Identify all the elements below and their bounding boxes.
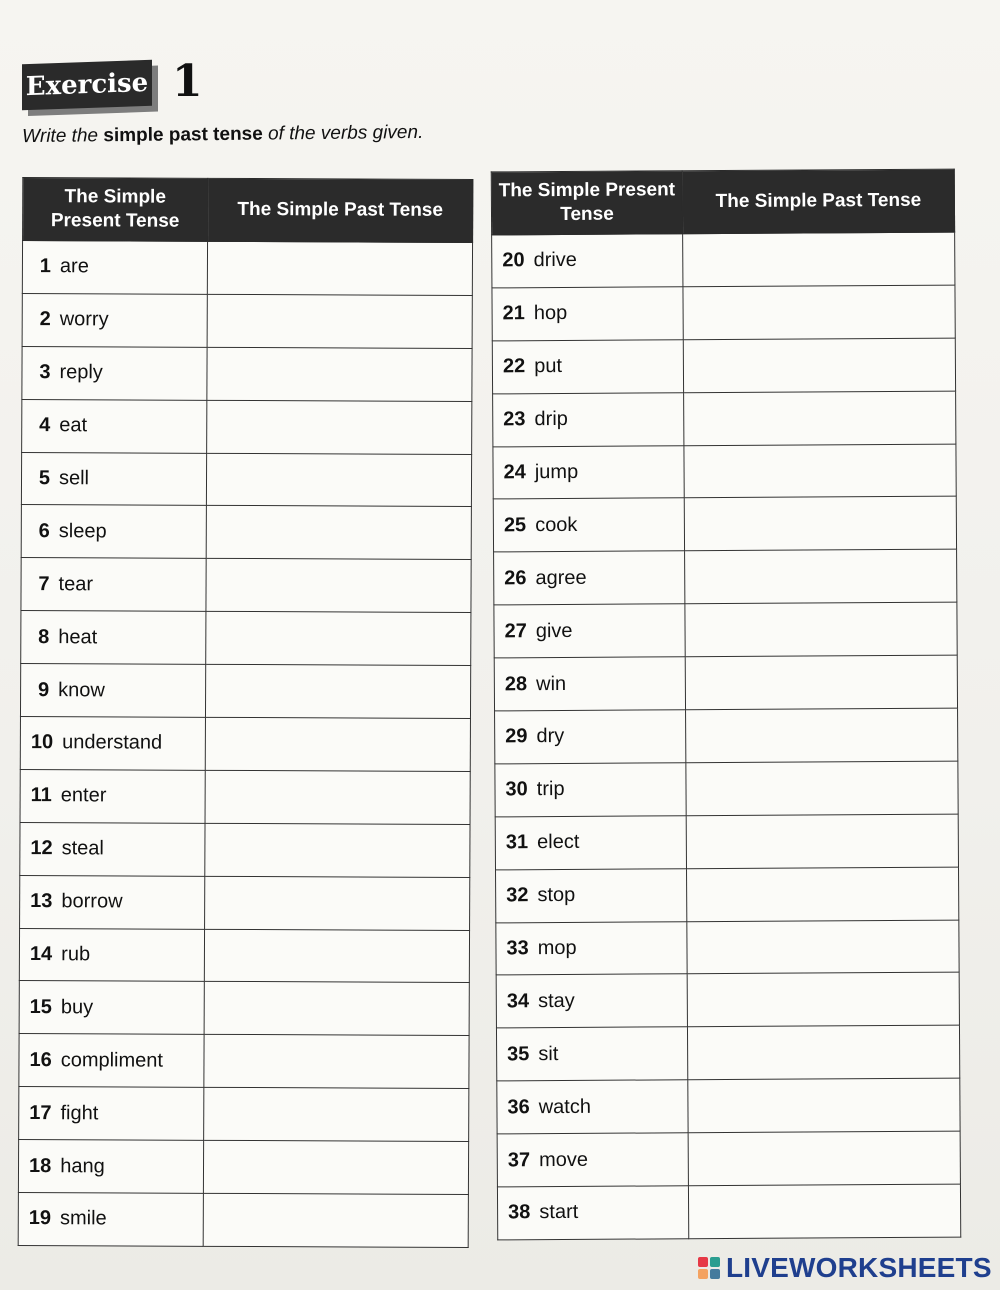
table-row [20,875,470,930]
answer-cell[interactable] [686,708,958,763]
table-row [19,928,469,983]
verb-number: 38 [508,1201,531,1224]
answer-cell[interactable] [205,823,470,877]
table-row [495,814,958,870]
answer-cell[interactable] [683,338,955,393]
exercise-badge [22,60,152,111]
answer-cell[interactable] [685,549,957,604]
verb-table-right [491,169,962,1241]
verb-table-left-body [18,241,472,1248]
verb-text: elect [537,831,580,854]
answer-cell[interactable] [685,655,957,710]
verb-number: 35 [507,1043,530,1066]
verb-text: enter [60,784,107,807]
answer-cell[interactable] [686,761,958,816]
answer-cell[interactable] [207,294,472,348]
answer-cell[interactable] [205,717,470,771]
verb-text: watch [538,1095,592,1118]
table-row [496,1025,959,1081]
verb-number: 10 [30,731,54,754]
verb-text: understand [62,731,163,755]
table-row [18,1193,468,1248]
verb-number: 13 [30,890,53,913]
verb-cell [19,1034,204,1088]
verb-text: hop [533,302,568,325]
verb-number: 15 [29,995,53,1019]
answer-cell[interactable] [688,1078,960,1133]
table-row [493,391,956,447]
verb-text: reply [59,361,103,384]
table-row [19,981,469,1036]
verb-text: rub [61,943,91,966]
answer-cell[interactable] [206,506,471,560]
logo-square [698,1257,708,1267]
answer-cell[interactable] [687,1025,959,1080]
verb-number: 8 [38,625,50,648]
verb-cell [21,611,206,665]
instruction-part1: Write the [21,125,104,148]
verb-number: 25 [503,514,527,537]
verb-number: 22 [502,355,526,378]
verb-number: 7 [38,572,50,595]
verb-text: eat [59,414,88,437]
answer-cell[interactable] [683,285,955,340]
verb-text: compliment [60,1048,164,1072]
verb-text: agree [535,566,587,589]
verb-number: 19 [28,1207,52,1230]
table-row [492,285,955,341]
verb-text: move [538,1148,589,1171]
table-row [22,346,472,401]
answer-cell[interactable] [205,770,470,824]
verb-number: 9 [37,678,50,701]
verb-cell [494,657,685,711]
table-row [494,655,957,711]
verb-text: stop [537,884,576,907]
verb-number: 1 [39,255,51,278]
verb-text: cook [535,513,578,537]
verb-cell [20,875,205,929]
verb-text: sit [538,1042,559,1065]
table-row [19,1034,469,1089]
verb-number: 16 [29,1048,52,1071]
verb-text: fight [60,1101,99,1125]
answer-cell[interactable] [684,391,956,446]
verb-cell [492,340,683,394]
answer-cell[interactable] [688,1184,960,1239]
verb-number: 18 [28,1154,52,1177]
table-row [497,1131,960,1187]
table-row [494,602,957,658]
table-row [495,761,958,817]
table-row [493,497,956,553]
verb-text: tear [58,572,94,596]
verb-cell [494,551,685,605]
verb-text: hang [60,1154,105,1177]
verb-cell [22,241,207,295]
table-row [492,232,955,288]
liveworksheets-logo [698,1252,992,1284]
table-row [19,1087,469,1142]
brand-name: LIVEWORKSHEETS [726,1252,992,1283]
logo-square [698,1269,708,1279]
header-past-tense: The Simple Past Tense [208,178,473,242]
header-past-tense: The Simple Past Tense [682,169,954,234]
answer-cell[interactable] [206,612,471,666]
answer-cell[interactable] [207,400,472,454]
verb-text: drip [534,408,568,431]
verb-cell [22,293,207,347]
table-row [22,293,472,348]
verb-cell [497,1133,688,1187]
table-row [496,973,959,1029]
verb-number: 23 [503,408,526,431]
verb-number: 4 [39,414,51,437]
liveworksheets-logo-icon [698,1257,720,1279]
answer-cell[interactable] [687,973,959,1028]
answer-cell[interactable] [203,1193,468,1247]
verb-text: sell [58,467,90,490]
answer-cell[interactable] [686,814,958,869]
verb-number: 26 [504,566,527,590]
table-row [22,241,472,296]
table-row [495,708,958,764]
table-row [21,611,471,666]
verb-cell [20,664,205,718]
verb-cell [496,974,687,1028]
table-row [496,867,959,923]
verb-table-left [18,177,474,1248]
verb-cell [18,1140,203,1194]
table-row [20,664,470,719]
answer-cell[interactable] [204,982,469,1036]
verb-text: drive [533,249,577,272]
verb-cell [495,710,686,764]
table-row [18,1140,468,1195]
verb-number: 31 [505,831,529,854]
verb-cell [21,505,206,559]
table-row [21,558,471,613]
answer-cell[interactable] [688,1131,960,1186]
verb-text: steal [61,837,104,860]
verb-text: are [59,255,89,278]
verb-cell [20,717,205,771]
exercise-number: 1 [172,56,203,107]
verb-cell [493,498,684,552]
table-row [22,399,472,454]
verb-text: borrow [61,890,123,913]
verb-cell [19,981,204,1035]
verb-cell [21,558,206,612]
answer-cell[interactable] [203,1140,468,1194]
answer-cell[interactable] [204,929,469,983]
verb-cell [19,928,204,982]
header-present-tense: The Simple Present Tense [491,171,682,235]
verb-text: start [539,1201,579,1224]
verb-text: stay [537,989,575,1013]
table-row [492,338,955,394]
instruction-part2: of the verbs given. [262,121,424,145]
verb-cell [22,399,207,453]
verb-number: 33 [506,937,529,960]
instruction-bold: simple past tense [103,123,263,147]
table-row [21,452,471,507]
verb-text: put [534,355,563,378]
verb-number: 36 [507,1095,530,1119]
verb-number: 12 [30,837,53,860]
verb-cell [494,604,685,658]
table-row [497,1078,960,1134]
answer-cell[interactable] [206,559,471,613]
verb-cell [495,816,686,870]
verb-cell [492,234,683,288]
answer-cell[interactable] [204,1088,469,1142]
verb-number: 14 [29,943,53,966]
answer-cell[interactable] [685,602,957,657]
verb-number: 24 [503,461,526,484]
instruction-text [22,122,424,148]
verb-cell [495,763,686,817]
verb-cell [496,1027,687,1081]
exercise-badge-label: Exercise [25,67,149,103]
verb-cell [18,1193,203,1247]
verb-text: mop [537,936,577,960]
verb-cell [21,452,206,506]
verb-text: know [58,678,105,701]
verb-table-right-body [492,232,961,1240]
verb-number: 29 [505,725,528,748]
verb-text: trip [536,778,565,801]
verb-cell [20,822,205,876]
table-row [20,822,470,877]
verb-text: jump [534,460,579,484]
verb-number: 6 [38,519,50,543]
verb-cell [497,1186,688,1240]
table-row [497,1184,960,1240]
verb-cell [496,921,687,975]
answer-cell[interactable] [206,453,471,507]
verb-cell [19,1087,204,1141]
verb-text: win [536,672,567,695]
logo-square [710,1257,720,1267]
verb-number: 30 [505,778,528,801]
verb-number: 34 [506,990,530,1013]
verb-cell [22,346,207,400]
verb-number: 11 [30,784,52,807]
table-row [21,505,471,560]
answer-cell[interactable] [205,876,470,930]
verb-number: 32 [506,884,529,907]
answer-cell[interactable] [684,444,956,499]
verb-number: 2 [39,308,51,331]
table-row [494,549,957,605]
answer-cell[interactable] [204,1035,469,1089]
verb-number: 21 [502,302,525,325]
answer-cell[interactable] [687,920,959,975]
verb-number: 5 [38,467,51,490]
verb-cell [492,287,683,341]
verb-cell [497,1080,688,1134]
verb-number: 20 [502,249,525,272]
verb-cell [493,445,684,499]
verb-number: 3 [39,361,51,384]
table-row [20,717,470,772]
table-row [496,920,959,976]
table-row [20,769,470,824]
table-row [493,444,956,500]
answer-cell[interactable] [683,232,955,287]
answer-cell[interactable] [687,867,959,922]
verb-text: buy [60,996,94,1019]
verb-text: dry [536,725,565,748]
answer-cell[interactable] [684,497,956,552]
verb-number: 17 [29,1101,52,1124]
verb-cell [20,769,205,823]
verb-text: smile [59,1207,107,1230]
verb-text: worry [59,308,109,331]
verb-number: 37 [507,1148,531,1171]
verb-text: give [535,619,573,642]
verb-number: 27 [504,619,527,643]
verb-number: 28 [504,672,528,695]
logo-square [710,1269,720,1279]
answer-cell[interactable] [207,347,472,401]
verb-cell [493,392,684,446]
verb-cell [496,868,687,922]
answer-cell[interactable] [207,241,472,295]
answer-cell[interactable] [205,664,470,718]
header-present-tense: The Simple Present Tense [23,178,208,242]
verb-text: sleep [58,520,107,543]
verb-text: heat [58,625,98,649]
